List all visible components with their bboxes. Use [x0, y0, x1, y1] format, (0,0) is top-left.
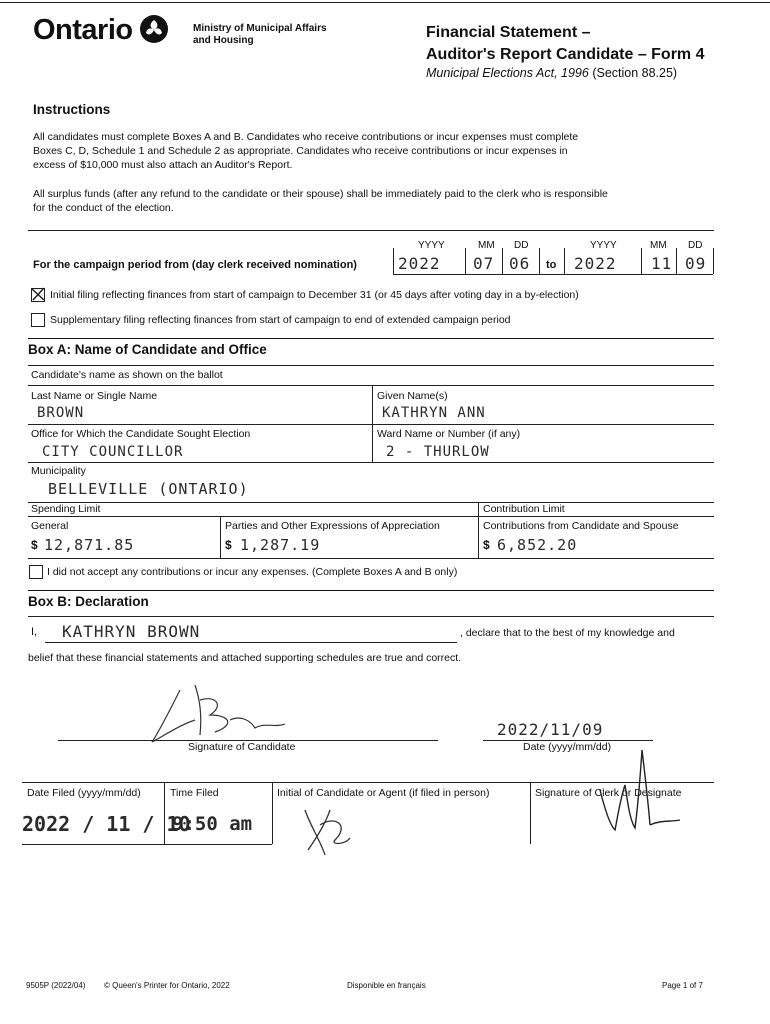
- french-availability: Disponible en français: [347, 981, 426, 990]
- declarant-underline: [45, 642, 457, 643]
- ministry-name: [193, 23, 327, 47]
- column-divider: [530, 782, 531, 844]
- supplementary-filing-label: Supplementary filing reflecting finances from start of campaign to end of extended campaign period: [50, 314, 511, 326]
- to-yyyy-header: YYYY: [590, 240, 617, 251]
- parties-value[interactable]: 1,287.19: [240, 536, 321, 554]
- to-label: to: [546, 259, 557, 271]
- given-name-value[interactable]: KATHRYN ANN: [382, 405, 486, 421]
- from-year-value: 2022: [398, 254, 441, 273]
- box-a-title: Box A: Name of Candidate and Office: [28, 338, 714, 359]
- column-divider: [220, 516, 221, 558]
- to-mm-header: MM: [650, 240, 667, 251]
- office-label: Office for Which the Candidate Sought Election: [31, 428, 251, 440]
- divider: [564, 248, 565, 274]
- declaration-date-label: Date (yyyy/mm/dd): [523, 741, 612, 753]
- ministry-line1: Ministry of Municipal Affairs: [193, 23, 327, 34]
- top-rule: [0, 2, 770, 3]
- general-value[interactable]: 12,871.85: [44, 536, 135, 554]
- from-yyyy-header: YYYY: [418, 240, 445, 251]
- instructions-para2: [33, 187, 608, 215]
- contrib-currency: $: [483, 538, 490, 552]
- row-rule: [28, 385, 714, 386]
- divider: [676, 248, 677, 274]
- form-title-line1: Financial Statement –: [426, 24, 591, 41]
- declaration-text: , declare that to the best of my knowledge and: [460, 627, 675, 639]
- time-filed-label: Time Filed: [170, 787, 219, 799]
- clerk-signature: [580, 730, 690, 840]
- ward-value[interactable]: 2 - THURLOW: [386, 444, 490, 460]
- row-rule: [28, 516, 714, 517]
- general-label: General: [31, 520, 69, 532]
- column-divider: [478, 502, 479, 558]
- contributions-label: Contributions from Candidate and Spouse: [483, 520, 679, 532]
- act-section: (Section 88.25): [592, 66, 678, 80]
- initial-mark: [290, 800, 360, 860]
- to-year-value: 2022: [574, 254, 617, 273]
- parties-label: Parties and Other Expressions of Appreciation: [225, 520, 440, 532]
- form-code: 9505P (2022/04): [26, 981, 86, 990]
- ministry-line2: and Housing: [193, 35, 254, 46]
- ontario-logo: [33, 14, 169, 47]
- copyright: © Queen's Printer for Ontario, 2022: [104, 981, 230, 990]
- initial-filing-label: Initial filing reflecting finances from start of campaign to December 31 (or 45 days after voting day in a by-election): [50, 289, 579, 301]
- divider: [502, 248, 503, 274]
- declarant-name[interactable]: KATHRYN BROWN: [62, 622, 201, 641]
- given-name-label: Given Name(s): [377, 390, 448, 402]
- row-rule: [28, 558, 714, 559]
- ballot-name-label: Candidate's name as shown on the ballot: [31, 369, 223, 381]
- box-b-title: Box B: Declaration: [28, 590, 714, 611]
- to-dd-header: DD: [688, 240, 703, 251]
- date-filed-value[interactable]: 2022 / 11 / 10: [22, 812, 191, 836]
- supplementary-filing-checkbox[interactable]: [31, 313, 45, 327]
- last-name-value[interactable]: BROWN: [37, 405, 85, 421]
- trillium-icon: [139, 14, 169, 44]
- from-day-value: 06: [509, 254, 531, 273]
- to-day-value: 09: [685, 254, 707, 273]
- check-mark-icon: [31, 287, 45, 301]
- act-reference: [426, 66, 677, 80]
- signature-label: Signature of Candidate: [188, 741, 296, 753]
- period-label: For the campaign period from (day clerk received nomination): [33, 259, 357, 271]
- municipality-value[interactable]: BELLEVILLE (ONTARIO): [48, 480, 249, 498]
- row-rule: [28, 502, 714, 503]
- divider: [713, 248, 714, 274]
- logo-text: Ontario: [33, 14, 133, 46]
- box-b-rule: [28, 616, 714, 617]
- divider: [465, 248, 466, 274]
- from-month-value: 07: [473, 254, 495, 273]
- no-contributions-checkbox[interactable]: [29, 565, 43, 579]
- instructions-line: Boxes C, D, Schedule 1 and Schedule 2 as appropriate. Candidates who receive contributions or incur expenses in: [33, 145, 568, 157]
- municipality-label: Municipality: [31, 465, 86, 477]
- spending-limit-label: Spending Limit: [31, 503, 101, 515]
- instructions-line: for the conduct of the election.: [33, 202, 174, 214]
- divider: [393, 248, 394, 274]
- office-value[interactable]: CITY COUNCILLOR: [42, 444, 184, 460]
- declaration-i: I,: [31, 626, 38, 638]
- general-currency: $: [31, 538, 38, 552]
- act-name: Municipal Elections Act, 1996: [426, 66, 589, 80]
- page-number: Page 1 of 7: [662, 981, 703, 990]
- parties-currency: $: [225, 538, 232, 552]
- instructions-heading: Instructions: [33, 102, 111, 117]
- instructions-line: All surplus funds (after any refund to the candidate or their spouse) shall be immediately paid to the clerk who is responsible: [33, 188, 608, 200]
- from-mm-header: MM: [478, 240, 495, 251]
- instructions-para1: [33, 130, 578, 172]
- clerk-signature-label: Signature of Clerk or Designate: [535, 787, 682, 799]
- row-rule: [28, 462, 714, 463]
- contrib-value[interactable]: 6,852.20: [497, 536, 578, 554]
- divider: [539, 248, 540, 274]
- ward-label: Ward Name or Number (if any): [377, 428, 521, 440]
- belief-text: belief that these financial statements and attached supporting schedules are true and correct.: [28, 652, 462, 664]
- initial-filing-checkbox[interactable]: [31, 288, 45, 302]
- box-a-rule: [28, 365, 714, 366]
- section-rule: [28, 230, 714, 231]
- instructions-line: All candidates must complete Boxes A and B. Candidates who receive contributions or incur expenses must complete: [33, 131, 579, 143]
- row-rule: [28, 424, 714, 425]
- declaration-date[interactable]: 2022/11/09: [497, 720, 604, 739]
- to-month-value: 11: [651, 254, 673, 273]
- column-divider: [272, 782, 273, 844]
- time-filed-value[interactable]: 9:50 am: [172, 813, 253, 835]
- divider: [641, 248, 642, 274]
- instructions-line: excess of $10,000 must also attach an Auditor's Report.: [33, 159, 293, 171]
- date-underline: [393, 274, 713, 275]
- initial-label: Initial of Candidate or Agent (if filed in person): [277, 787, 490, 799]
- date-filed-label: Date Filed (yyyy/mm/dd): [27, 787, 141, 799]
- table-bottom-rule: [22, 844, 272, 845]
- from-dd-header: DD: [514, 240, 529, 251]
- contribution-limit-label: Contribution Limit: [483, 503, 565, 515]
- last-name-label: Last Name or Single Name: [31, 390, 158, 402]
- no-contributions-label: I did not accept any contributions or incur any expenses. (Complete Boxes A and B only): [47, 566, 458, 578]
- form-title-line2: Auditor's Report Candidate – Form 4: [426, 46, 705, 63]
- form-title: [426, 22, 705, 66]
